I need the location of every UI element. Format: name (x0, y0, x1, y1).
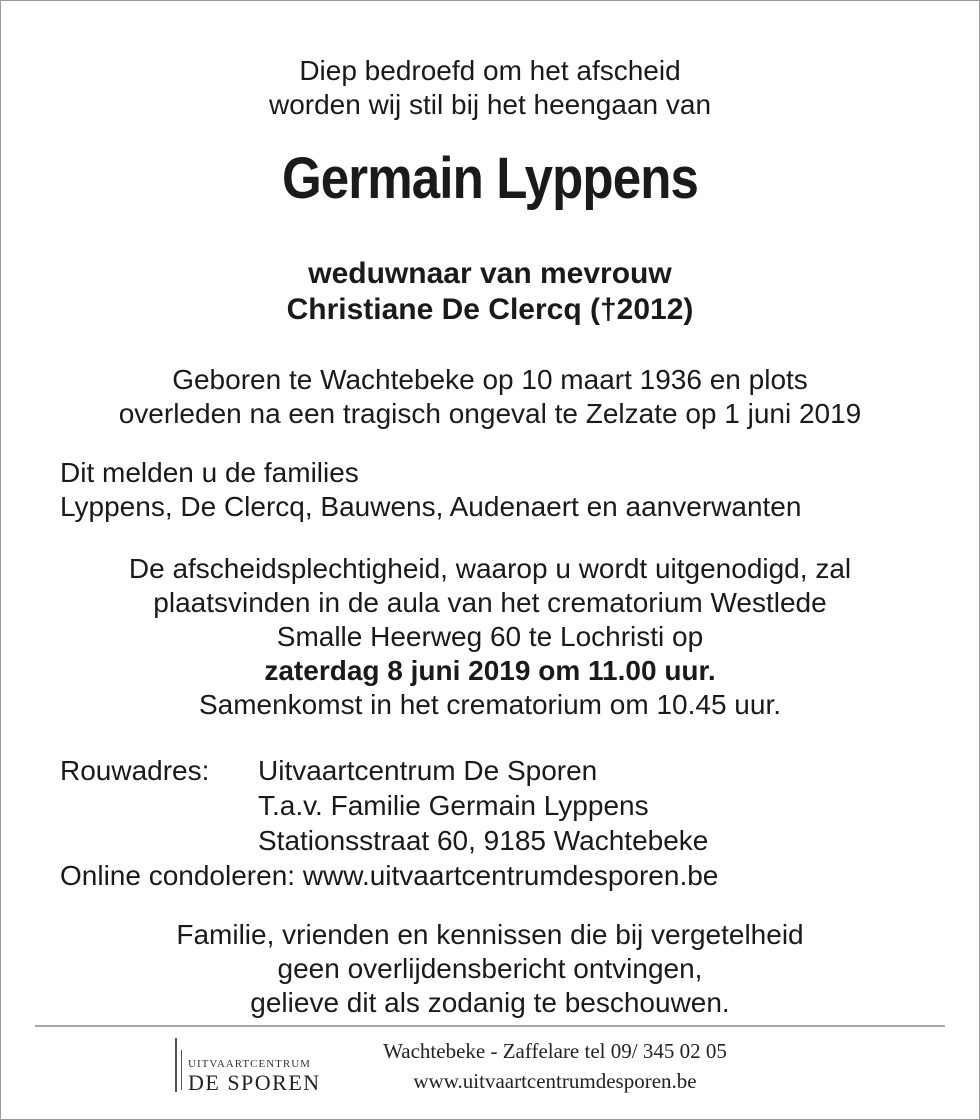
families-line-1: Dit melden u de families (60, 457, 359, 488)
address-line-2: T.a.v. Familie Germain Lyppens (258, 790, 649, 821)
funeral-home-logo (172, 1036, 332, 1096)
address-line-3: Stationsstraat 60, 9185 Wachtebeke (258, 825, 709, 856)
ceremony-block (0, 552, 980, 722)
ceremony-line-3: Smalle Heerweg 60 te Lochristi op (276, 621, 704, 652)
footer-contact (330, 1036, 780, 1096)
footer-divider (35, 1025, 945, 1027)
widower-line-2: Christiane De Clercq (†2012) (286, 293, 694, 326)
death-line: overleden na een tragisch ongeval te Zelzate op 1 juni 2019 (118, 398, 862, 429)
logo-stroke-icon (175, 1038, 177, 1092)
logo-big-text: DE SPOREN (188, 1070, 321, 1095)
address-label: Rouwadres: (60, 755, 210, 786)
intro-line-1: Diep bedroefd om het afscheid (299, 55, 681, 86)
birth-death-block (0, 363, 980, 431)
ceremony-line-1: De afscheidsplechtigheid, waarop u wordt uitgenodigd, zal (128, 553, 852, 584)
ceremony-line-5: Samenkomst in het crematorium om 10.45 uur. (198, 689, 782, 720)
closing-block (0, 918, 980, 1020)
address-block (60, 753, 718, 893)
ceremony-date: zaterdag 8 juni 2019 om 11.00 uur. (264, 655, 716, 686)
ceremony-line-2: plaatsvinden in de aula van het crematorium Westlede (153, 587, 827, 618)
contact-website: www.uitvaartcentrumdesporen.be (413, 1069, 697, 1093)
logo-small-text: UITVAARTCENTRUM (188, 1058, 311, 1070)
widower-block (0, 256, 980, 328)
contact-line-1: Wachtebeke - Zaffelare tel 09/ 345 02 05 (383, 1039, 727, 1063)
closing-line-2: geen overlijdensbericht ontvingen, (277, 953, 703, 984)
logo-stroke-icon-2 (181, 1050, 182, 1090)
intro-line-2: worden wij stil bij het heengaan van (268, 89, 712, 120)
closing-line-3: gelieve dit als zodanig te beschouwen. (250, 987, 730, 1018)
deceased-name: Germain Lyppens (281, 146, 699, 211)
online-condolence: Online condoleren: www.uitvaartcentrumdesporen.be (60, 860, 719, 891)
address-line-1: Uitvaartcentrum De Sporen (258, 755, 598, 786)
families-block (60, 456, 801, 524)
closing-line-1: Familie, vrienden en kennissen die bij vergetelheid (176, 919, 804, 950)
birth-line: Geboren te Wachtebeke op 10 maart 1936 en plots (172, 364, 808, 395)
families-line-2: Lyppens, De Clercq, Bauwens, Audenaert en aanverwanten (60, 491, 802, 522)
widower-line-1: weduwnaar van mevrouw (308, 257, 672, 290)
intro-block (0, 54, 980, 122)
